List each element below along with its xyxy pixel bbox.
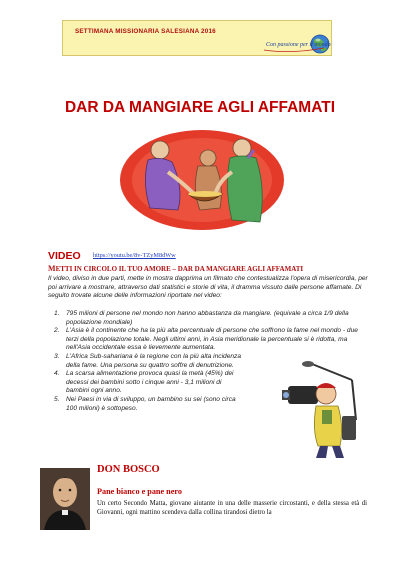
subtitle-lead-letter: M bbox=[48, 264, 56, 273]
list-item bbox=[48, 353, 241, 370]
list-item-text: 795 milioni di persone nel mondo non hanno abbastanza da mangiare. (equivale a circa 1/9 della popolazione mondiale) bbox=[66, 310, 349, 326]
list-item-text: La scarsa alimentazione provoca quasi la metà (45%) dei decessi dei bambini sotto i cinque anni - 3,1 milioni di bambini ogni anno. bbox=[66, 370, 234, 395]
cameraman-illustration bbox=[282, 360, 372, 460]
list-item-number: 4. bbox=[54, 370, 60, 378]
feeding-hungry-illustration bbox=[120, 128, 285, 233]
list-item-text: Nei Paesi in via di sviluppo, un bambino su sei (sono circa 100 milioni) è sottopeso. bbox=[66, 395, 236, 412]
logo-text: Con passione per il mondo bbox=[266, 42, 331, 48]
video-heading: VIDEO bbox=[48, 250, 81, 262]
don-bosco-portrait bbox=[40, 468, 90, 530]
list-item-number: 5. bbox=[54, 395, 60, 403]
list-item bbox=[48, 310, 368, 327]
don-bosco-heading: DON BOSCO bbox=[97, 464, 160, 475]
list-item bbox=[48, 327, 368, 353]
video-intro-paragraph: Il video, diviso in due parti, mette in mostra dapprima un filmato che contestualizza l'opera di misericordia, per poi arrivare a mostrare, attraverso dati statistici e storie di vita, il dramma vissuto dalle persone affamate. Di seguito trovate alcune delle informazioni riportate nel video: bbox=[48, 275, 368, 300]
mission-logo bbox=[262, 30, 332, 56]
list-item-text: L'Asia è il continente che ha la più alta percentuale di persone che soffrono la fame nel mondo - due terzi della popolazione totale. Negli ultimi anni, in Asia meridionale la percentuale si è ridotta, ma nell'Asia occidentale essa è lievemente aumentata. bbox=[66, 327, 358, 352]
list-item-number: 1. bbox=[54, 310, 60, 317]
list-item-text: L'Africa Sub-sahariana è la regione con la più alta incidenza della fame. Una persona su quattro soffre di denutrizione. bbox=[66, 352, 242, 369]
story-paragraph: Un certo Secondo Matta, giovane aiutante in una delle masserie circostanti, e della stessa età di Giovanni, ogni mattino scendeva dalla collina tirandosi dietro la bbox=[97, 500, 367, 516]
list-item-number: 2. bbox=[54, 327, 60, 335]
banner-title: SETTIMANA MISSIONARIA SALESIANA 2016 bbox=[75, 28, 216, 35]
story-title: Pane bianco e pane nero bbox=[97, 487, 182, 496]
video-subtitle bbox=[48, 264, 303, 273]
list-item bbox=[48, 396, 241, 413]
video-link[interactable]: https://youtu.be/8v-TZyM8dWw bbox=[93, 252, 176, 259]
page-title: DAR DA MANGIARE AGLI AFFAMATI bbox=[64, 99, 336, 116]
list-item bbox=[48, 370, 241, 396]
list-item-number: 3. bbox=[54, 352, 60, 360]
subtitle-text: ETTI IN CIRCOLO IL TUO AMORE – DAR DA MANGIARE AGLI AFFAMATI bbox=[55, 265, 304, 273]
